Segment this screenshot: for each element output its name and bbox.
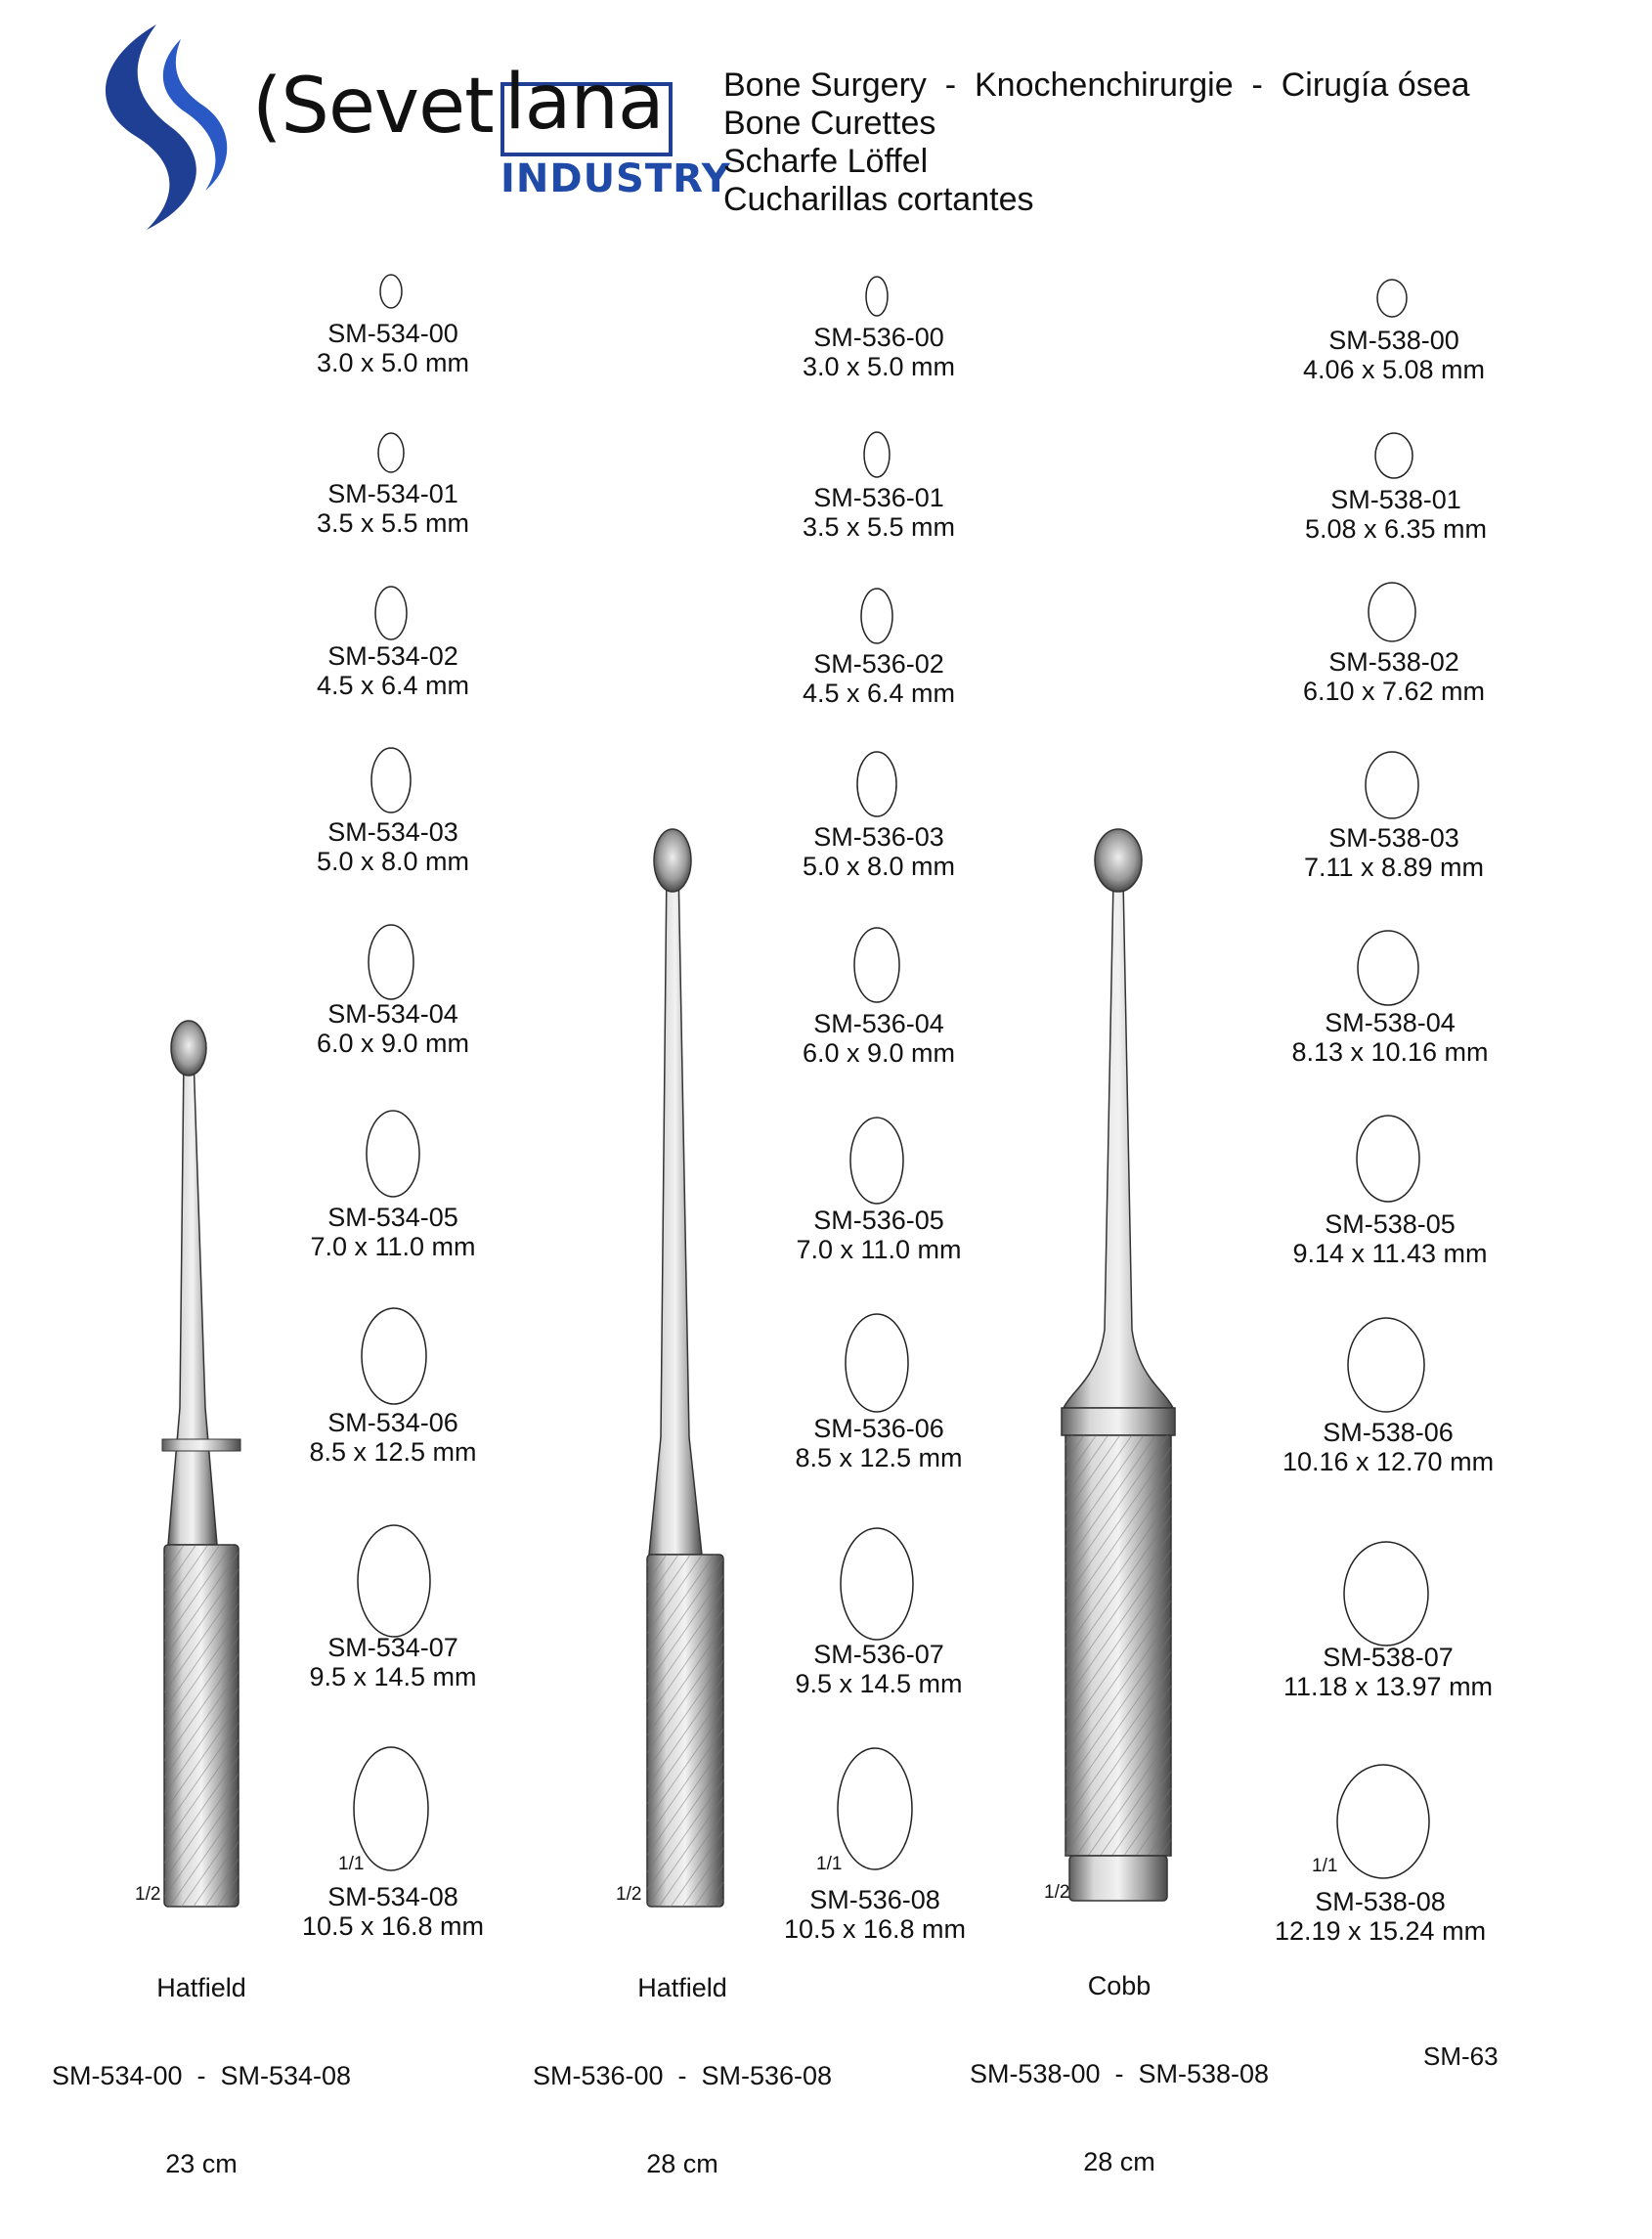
scale-label-oval: 1/1 <box>1312 1856 1338 1876</box>
oval-sm-536-02 <box>861 589 892 643</box>
size-label: SM-538-06 10.16 x 12.70 mm <box>1282 1418 1495 1476</box>
size-label: SM-536-03 5.0 x 8.0 mm <box>802 822 956 881</box>
instrument-name: Hatfield <box>637 1973 727 2002</box>
size-label: SM-534-07 9.5 x 14.5 mm <box>309 1633 477 1691</box>
instrument-length: 28 cm <box>646 2149 718 2178</box>
instrument-caption <box>497 1914 868 2208</box>
oval-sm-536-03 <box>857 752 896 816</box>
scale-label-oval: 1/1 <box>816 1854 843 1874</box>
oval-sm-534-02 <box>375 587 407 639</box>
page-number: SM-63 <box>1423 2041 1499 2071</box>
size-label: SM-534-05 7.0 x 11.0 mm <box>310 1203 476 1261</box>
size-label: SM-538-08 12.19 x 15.24 mm <box>1274 1887 1487 1946</box>
oval-sm-534-00 <box>380 275 402 308</box>
size-label: SM-538-04 8.13 x 10.16 mm <box>1291 1008 1489 1067</box>
size-label: SM-536-06 8.5 x 12.5 mm <box>795 1414 963 1472</box>
oval-sm-534-07 <box>358 1525 430 1637</box>
oval-sm-536-07 <box>841 1528 913 1640</box>
instrument-caption <box>16 1914 387 2208</box>
oval-sm-538-05 <box>1357 1116 1419 1202</box>
size-label: SM-536-01 3.5 x 5.5 mm <box>802 483 956 542</box>
oval-sm-536-05 <box>850 1118 903 1204</box>
size-label: SM-538-03 7.11 x 8.89 mm <box>1303 823 1485 882</box>
oval-sm-534-06 <box>362 1308 426 1404</box>
oval-sm-538-07 <box>1344 1542 1428 1646</box>
oval-sm-538-08 <box>1337 1765 1429 1878</box>
oval-sm-534-01 <box>378 433 404 472</box>
size-label: SM-538-01 5.08 x 6.35 mm <box>1304 485 1488 544</box>
instrument-range: SM-534-00 - SM-534-08 <box>51 2061 352 2090</box>
oval-sm-538-03 <box>1366 752 1418 818</box>
oval-sm-536-08 <box>838 1748 912 1869</box>
header-line-4: Cucharillas cortantes <box>723 181 1034 218</box>
scale-label-oval: 1/1 <box>338 1854 365 1874</box>
size-label: SM-536-02 4.5 x 6.4 mm <box>802 649 956 708</box>
size-label: SM-538-05 9.14 x 11.43 mm <box>1292 1209 1488 1268</box>
size-label: SM-534-06 8.5 x 12.5 mm <box>309 1408 477 1467</box>
oval-sm-536-00 <box>866 277 888 316</box>
size-label: SM-534-02 4.5 x 6.4 mm <box>316 641 470 700</box>
oval-sm-534-03 <box>371 748 411 812</box>
header-line-3: Scharfe Löffel <box>723 143 929 180</box>
size-label: SM-536-07 9.5 x 14.5 mm <box>795 1640 963 1698</box>
brand-name-left: (Sevet <box>252 63 494 151</box>
oval-sm-534-04 <box>369 925 413 999</box>
scale-label-instrument: 1/2 <box>616 1884 642 1905</box>
size-label: SM-534-03 5.0 x 8.0 mm <box>316 817 470 876</box>
size-label: SM-538-07 11.18 x 13.97 mm <box>1282 1643 1494 1701</box>
scale-label-instrument: 1/2 <box>1044 1882 1070 1903</box>
size-label: SM-538-02 6.10 x 7.62 mm <box>1302 647 1486 706</box>
header-line-1: Bone Surgery - Knochenchirurgie - Cirugía ósea <box>723 66 1470 104</box>
oval-sm-534-08 <box>354 1747 428 1870</box>
instrument-name: Hatfield <box>156 1973 246 2002</box>
oval-sm-538-01 <box>1375 433 1413 478</box>
instrument-range: SM-538-00 - SM-538-08 <box>969 2059 1270 2088</box>
oval-sm-538-00 <box>1377 280 1407 317</box>
oval-sm-536-04 <box>854 928 899 1002</box>
instrument-caption <box>934 1912 1305 2206</box>
size-label: SM-534-04 6.0 x 9.0 mm <box>316 999 470 1058</box>
scale-label-instrument: 1/2 <box>135 1884 161 1905</box>
size-label: SM-534-08 10.5 x 16.8 mm <box>301 1882 485 1941</box>
size-label: SM-536-00 3.0 x 5.0 mm <box>802 323 956 381</box>
oval-sm-536-06 <box>846 1314 908 1412</box>
oval-sm-536-01 <box>864 432 890 477</box>
oval-sm-538-02 <box>1369 583 1415 641</box>
size-label: SM-536-05 7.0 x 11.0 mm <box>796 1206 962 1264</box>
oval-sm-538-04 <box>1358 931 1418 1005</box>
instrument-name: Cobb <box>1087 1971 1152 2000</box>
header-line-2: Bone Curettes <box>723 105 936 142</box>
size-label: SM-536-08 10.5 x 16.8 mm <box>783 1885 967 1944</box>
brand-name-right: lana <box>504 59 664 147</box>
instrument-length: 28 cm <box>1083 2147 1155 2176</box>
size-label: SM-534-00 3.0 x 5.0 mm <box>316 319 470 377</box>
size-label: SM-534-01 3.5 x 5.5 mm <box>316 479 470 538</box>
brand-industry: INDUSTRY <box>500 156 731 201</box>
oval-sm-534-05 <box>367 1111 419 1197</box>
size-label: SM-536-04 6.0 x 9.0 mm <box>802 1009 956 1068</box>
oval-sm-538-06 <box>1348 1318 1424 1412</box>
instrument-length: 23 cm <box>165 2149 238 2178</box>
instrument-range: SM-536-00 - SM-536-08 <box>532 2061 833 2090</box>
size-label: SM-538-00 4.06 x 5.08 mm <box>1302 326 1486 384</box>
